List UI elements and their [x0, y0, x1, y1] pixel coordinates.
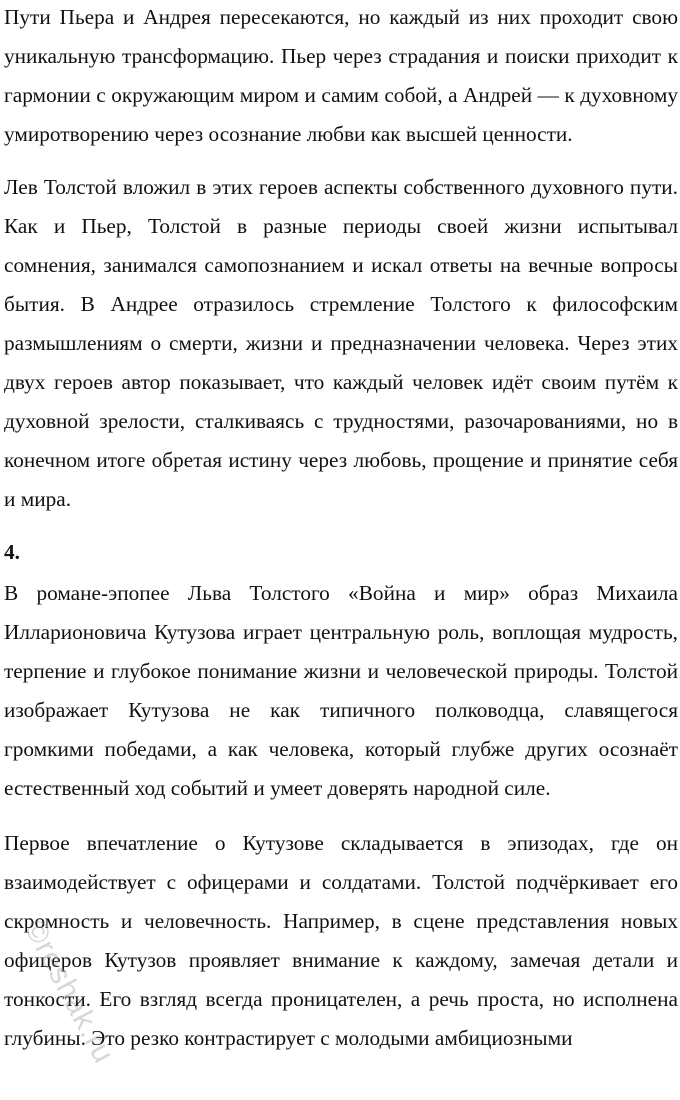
paragraph: Первое впечатление о Кутузове складывается в эпизодах, где он взаимодействует с офицерами и солдатами. Толстой подчёркивает его скромность и человечность. Например, в сцене представления новых офицеров Кутузов проявляет внимание к каждому, замечая детали и тонкости. Его взгляд всегда проницателен, а речь проста, но исполнена глубины. Это резко контрастирует с молодыми амбициозными — [4, 831, 678, 1050]
paragraph: В романе-эпопее Льва Толстого «Война и мир» образ Михаила Илларионовича Кутузова играет центральную роль, воплощая мудрость, терпение и глубокое понимание жизни и человеческой природы. Толстой изображает Кутузова не как типичного полководца, славящегося громкими победами, а как человека, который глубже других осознаёт естественный ход событий и умеет доверять народной силе. — [4, 581, 678, 800]
document-body — [4, 0, 678, 1072]
paragraph: Лев Толстой вложил в этих героев аспекты собственного духовного пути. Как и Пьер, Толстой в разные периоды своей жизни испытывал сомнения, занимался самопознанием и искал ответы на вечные вопросы бытия. В Андрее отразилось стремление Толстого к философским размышлениям о смерти, жизни и предназначении человека. Через этих двух героев автор показывает, что каждый человек идёт своим путём к духовной зрелости, сталкиваясь с трудностями, разочарованиями, но в конечном итоге обретая истину через любовь, прощение и принятие себя и мира. — [4, 175, 678, 511]
paragraph: Пути Пьера и Андрея пересекаются, но каждый из них проходит свою уникальную трансформацию. Пьер через страдания и поиски приходит к гармонии с окружающим миром и самим собой, а Андрей — к духовному умиротворению через осознание любви как высшей ценности. — [4, 5, 678, 146]
watermark: ©reshak.ru — [17, 914, 121, 1069]
section-number: 4. — [4, 540, 20, 564]
